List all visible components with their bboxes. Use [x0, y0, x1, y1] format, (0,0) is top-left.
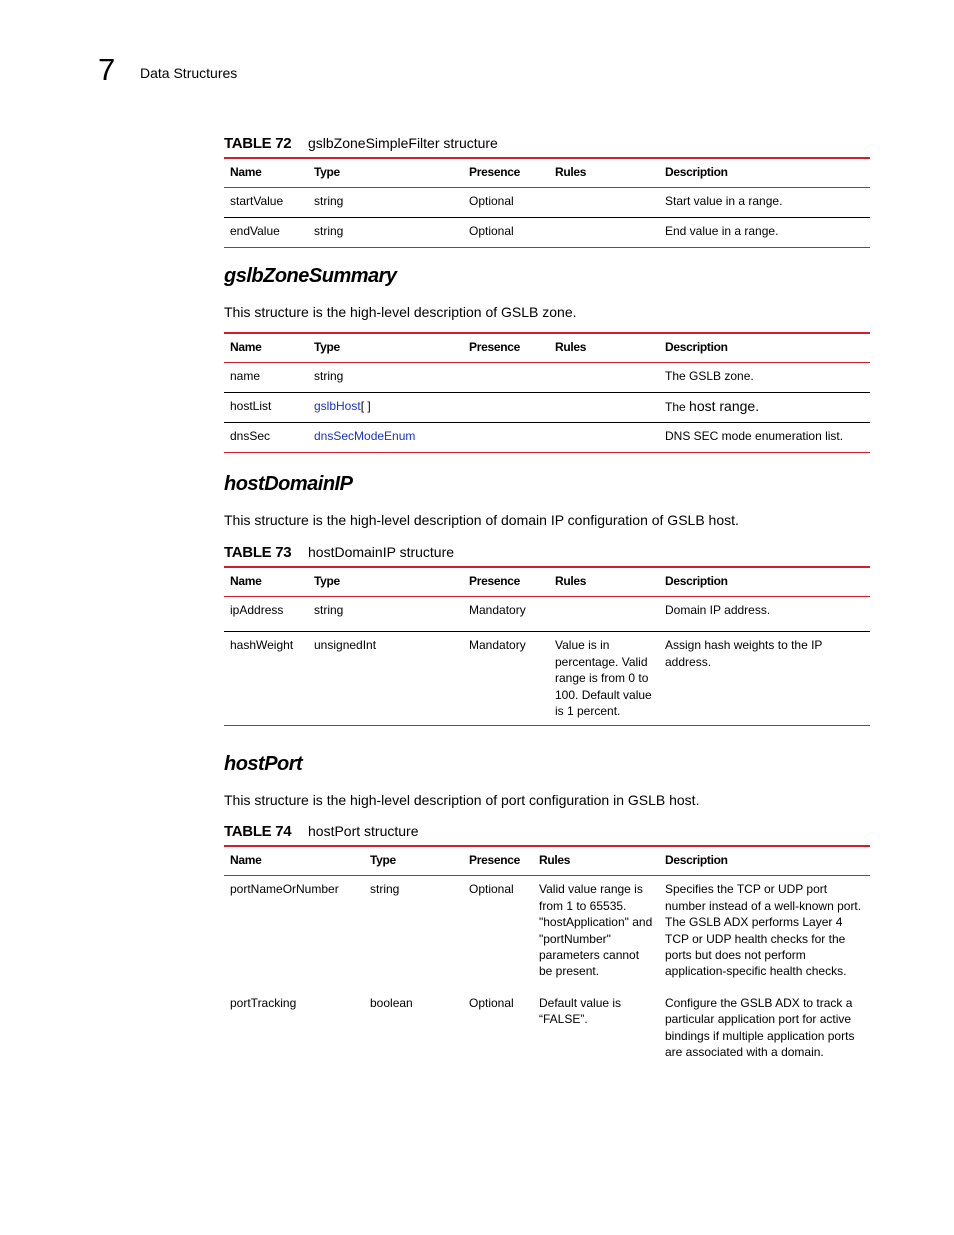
array-suffix: [ ] [360, 399, 371, 414]
cell-rules [549, 188, 659, 218]
cell-name: endValue [224, 218, 308, 248]
table72-label: TABLE 72 [224, 135, 292, 152]
section-heading-gslbzonesummary: gslbZoneSummary [224, 265, 397, 287]
cell-rules [549, 218, 659, 248]
table-row [224, 990, 870, 1067]
table73 [224, 566, 870, 726]
table74-title: hostPort structure [308, 823, 419, 839]
section-intro-hostdomainip: This structure is the high-level description of domain IP configuration of GSLB host. [224, 512, 739, 528]
column-header-name: Name [224, 333, 308, 363]
cell-rules [549, 597, 659, 632]
table-row [224, 423, 870, 453]
section-intro-hostport: This structure is the high-level description of port configuration in GSLB host. [224, 792, 700, 808]
cell-name: dnsSec [224, 423, 308, 453]
column-header-type: Type [308, 567, 463, 597]
column-header-rules: Rules [549, 333, 659, 363]
cell-rules [549, 363, 659, 393]
cell-rules: Value is in percentage. Valid range is from 0 to 100. Default value is 1 percent. [549, 632, 659, 726]
cell-name: name [230, 369, 261, 384]
gslbzonesummary-table [224, 332, 870, 453]
gslbhost-link[interactable]: gslbHost [314, 399, 361, 414]
cell-type: string [314, 603, 344, 618]
column-header-type: Type [308, 333, 463, 363]
column-header-type: Type [364, 846, 463, 876]
cell-presence [463, 363, 549, 393]
table74-label: TABLE 74 [224, 823, 292, 840]
column-header-name: Name [224, 846, 364, 876]
column-header-description: Description [659, 567, 870, 597]
table-row [224, 393, 870, 423]
cell-description: Start value in a range. [665, 194, 783, 209]
cell-name: hostList [224, 393, 308, 423]
table73-caption [224, 544, 454, 561]
cell-description: Assign hash weights to the IP address. [659, 632, 870, 726]
table-header-row [224, 567, 870, 597]
table-row [224, 363, 870, 393]
column-header-rules: Rules [533, 846, 659, 876]
column-header-description: Description [659, 846, 870, 876]
cell-description: Configure the GSLB ADX to track a particular application port for active bindings if multiple application ports are associated with a domain. [665, 995, 855, 1060]
table-header-row [224, 158, 870, 188]
column-header-name: Name [224, 158, 308, 188]
column-header-rules: Rules [549, 158, 659, 188]
cell-name: portNameOrNumber [230, 882, 339, 897]
column-header-description: Description [659, 158, 870, 188]
cell-type: string [370, 882, 400, 897]
column-header-rules: Rules [549, 567, 659, 597]
cell-type: boolean [370, 995, 413, 1010]
table-row [224, 218, 870, 248]
column-header-presence: Presence [463, 567, 549, 597]
cell-type: string [308, 218, 463, 248]
table72-caption [224, 135, 498, 152]
chapter-title: Data Structures [140, 65, 238, 81]
chapter-number: 7 [98, 52, 116, 87]
cell-description: The GSLB zone. [665, 369, 754, 384]
table-header-row [224, 333, 870, 363]
cell-type: unsignedInt [308, 632, 463, 726]
cell-type: string [314, 194, 344, 209]
cell-rules [549, 423, 659, 453]
cell-presence: Optional [463, 218, 549, 248]
cell-description: DNS SEC mode enumeration list. [659, 423, 870, 453]
column-header-presence: Presence [463, 333, 549, 363]
column-header-description: Description [659, 333, 870, 363]
column-header-name: Name [224, 567, 308, 597]
description-large-text: host range. [689, 398, 760, 415]
cell-presence [463, 423, 549, 453]
cell-rules [549, 393, 659, 423]
column-header-presence: Presence [463, 846, 533, 876]
table-row [224, 188, 870, 218]
column-header-presence: Presence [463, 158, 549, 188]
table73-title: hostDomainIP structure [308, 544, 455, 560]
dnssecmodeenum-link[interactable]: dnsSecModeEnum [314, 429, 416, 444]
cell-name: ipAddress [230, 603, 284, 618]
table-row [224, 876, 870, 990]
table73-label: TABLE 73 [224, 544, 292, 561]
cell-name: startValue [230, 194, 284, 209]
table-row [224, 597, 870, 632]
cell-description [659, 393, 870, 423]
cell-type: string [314, 369, 344, 384]
cell-presence: Optional [469, 882, 514, 897]
cell-name: portTracking [230, 995, 297, 1010]
section-heading-hostdomainip: hostDomainIP [224, 473, 353, 495]
cell-presence: Optional [469, 995, 514, 1010]
table74-caption [224, 823, 419, 840]
table72-title: gslbZoneSimpleFilter structure [308, 135, 498, 151]
cell-description: Specifies the TCP or UDP port number instead of a well-known port. The GSLB ADX performs Layer 4 TCP or UDP health checks for the ports but does not perform application-specific health checks. [665, 882, 862, 979]
cell-type [308, 423, 463, 453]
section-intro-gslbzonesummary: This structure is the high-level description of GSLB zone. [224, 304, 577, 320]
cell-presence: Optional [469, 194, 514, 209]
cell-presence [463, 393, 549, 423]
column-header-type: Type [308, 158, 463, 188]
table72 [224, 157, 870, 248]
table74 [224, 845, 870, 1066]
section-heading-hostport: hostPort [224, 753, 303, 775]
cell-rules: Valid value range is from 1 to 65535. "hostApplication" and "portNumber" parameters cannot be present. [539, 882, 653, 979]
table-row [224, 632, 870, 726]
cell-presence: Mandatory [463, 632, 549, 726]
cell-rules: Default value is “FALSE”. [539, 995, 622, 1027]
cell-presence: Mandatory [469, 603, 526, 618]
cell-description: End value in a range. [659, 218, 870, 248]
table-header-row [224, 846, 870, 876]
description-small-text: The [665, 400, 686, 415]
cell-name: hashWeight [224, 632, 308, 726]
cell-description: Domain IP address. [665, 603, 771, 618]
cell-type [308, 393, 463, 423]
